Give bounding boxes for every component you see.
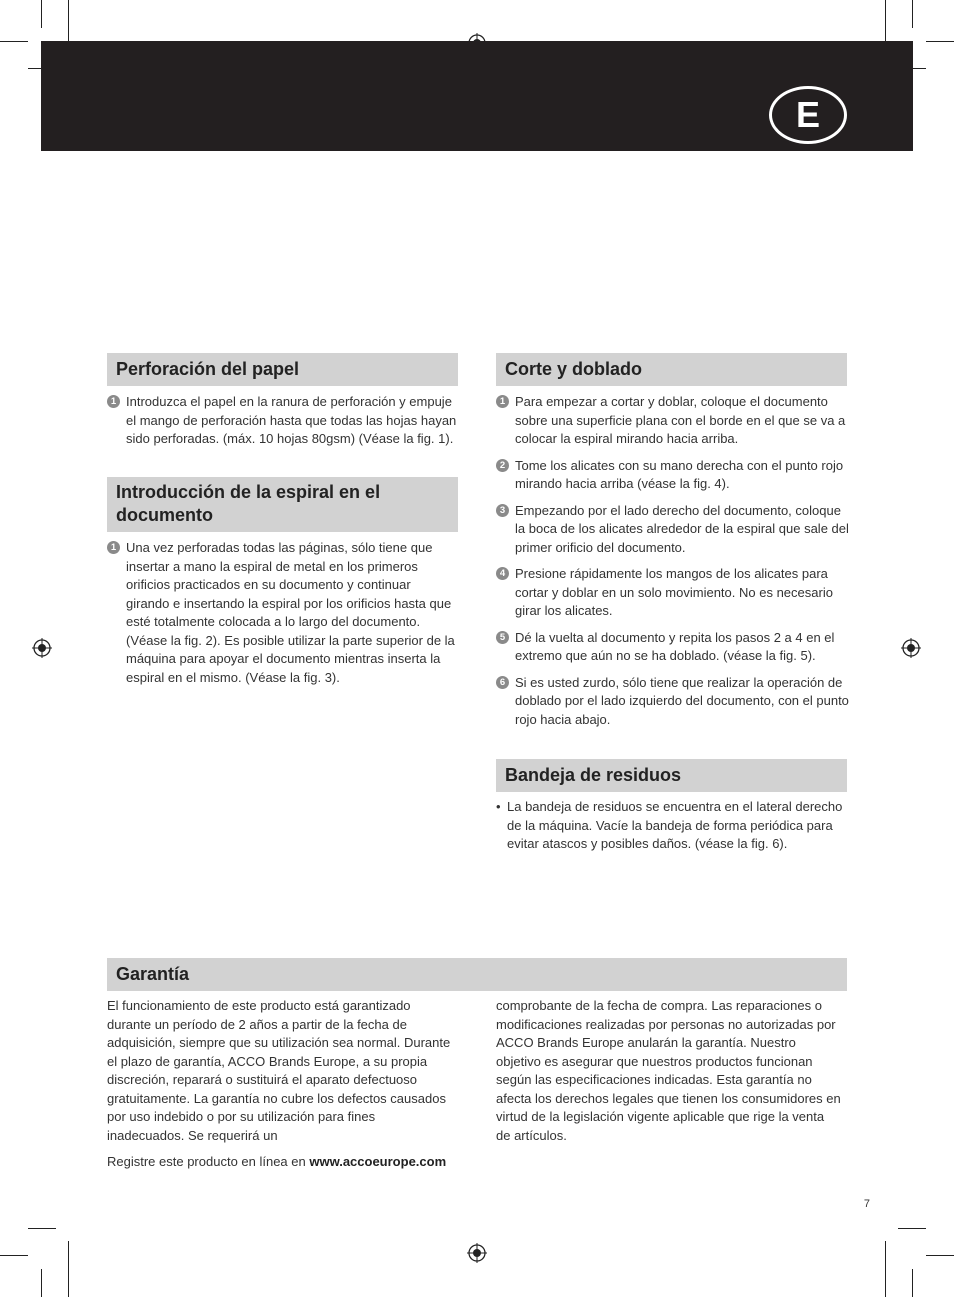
step-text: Para empezar a cortar y doblar, coloque el documento sobre una superficie plana con el borde en el que se va a colocar la espiral mirando hacia arriba.: [515, 394, 846, 446]
section-title-garantia: Garantía: [107, 958, 847, 991]
language-badge: E: [769, 86, 847, 144]
step-text: Si es usted zurdo, sólo tiene que realizar la operación de doblado por el lado izquierdo del documento, con el punto rojo hacia abajo.: [515, 674, 849, 727]
crop-mark: [41, 1269, 42, 1297]
step-number-badge: 3: [496, 504, 509, 517]
step-text: Dé la vuelta al documento y repita los pasos 2 a 4 en el extremo que aún no se ha doblado. (véase la fig. 5).: [515, 629, 835, 663]
crop-mark: [926, 41, 954, 42]
step-number-badge: 5: [496, 631, 509, 644]
registration-mark-icon: [32, 638, 52, 658]
crop-mark: [41, 0, 42, 28]
section-title-perforacion: Perforación del papel: [107, 353, 458, 386]
section-title-line: Introducción de la espiral en el: [116, 482, 381, 502]
register-link[interactable]: www.accoeurope.com: [309, 1154, 447, 1169]
bandeja-list: [496, 798, 849, 862]
list-item: [496, 798, 849, 854]
garantia-column-1: [107, 997, 452, 1172]
registration-mark-icon: [901, 638, 921, 658]
section-title-line: documento: [116, 505, 213, 525]
list-item: [107, 393, 462, 449]
list-item: [496, 674, 849, 730]
introduccion-list: [107, 539, 455, 695]
list-item: [496, 502, 849, 558]
crop-mark: [28, 1228, 56, 1229]
step-number-badge: 1: [496, 395, 509, 408]
register-line: [107, 1153, 452, 1172]
step-text: Empezando por el lado derecho del documento, coloque la boca de los alicates alrededor de la espiral que sale del primer orificio del documento.: [515, 502, 849, 555]
list-item: [496, 457, 849, 494]
garantia-text: comprobante de la fecha de compra. Las reparaciones o modificaciones realizadas por personas no autorizadas por ACCO Brands Europe anularán la garantía. Nuestro objetivo es asegurar que nuestros productos funcionan según las especificaciones indicadas. Esta garantía no afecta los derechos legales que tienen los consumidores en virtud de la legislación vigente aplicable que rige la venta de artículos.: [496, 998, 841, 1143]
step-text: Tome los alicates con su mano derecha con el punto rojo mirando hacia arriba (véase la fig. 4).: [515, 457, 844, 491]
step-number-badge: 1: [107, 541, 120, 554]
crop-mark: [0, 1255, 28, 1256]
crop-mark: [0, 41, 28, 42]
list-item: [107, 539, 455, 687]
step-number-badge: 2: [496, 459, 509, 472]
section-title-bandeja: Bandeja de residuos: [496, 759, 847, 792]
crop-mark: [898, 1228, 926, 1229]
garantia-text: El funcionamiento de este producto está garantizado durante un período de 2 años a partir de la fecha de adquisición, siempre que su utilización sea normal. Durante el plazo de garantía, ACCO Brands Europe, a su propia discreción, reparará o sustituirá el aparato defectuoso gratuitamente. La garantía no cubre los defectos causados por uso indebido o por su utilización para fines inadecuados. Se requerirá un: [107, 998, 451, 1143]
step-number-badge: 1: [107, 395, 120, 408]
corte-list: [496, 393, 849, 737]
list-item: [496, 565, 849, 621]
section-title-introduccion: [107, 477, 458, 532]
crop-mark: [912, 0, 913, 28]
bullet-icon: •: [496, 799, 501, 814]
step-number-badge: 4: [496, 567, 509, 580]
crop-mark: [885, 1241, 886, 1297]
crop-mark: [68, 1241, 69, 1297]
step-text: Presione rápidamente los mangos de los alicates para cortar y doblar en un solo movimiento. No es necesario girar los alicates.: [515, 566, 833, 618]
step-text: Introduzca el papel en la ranura de perforación y empuje el mango de perforación hasta que todas las hojas hayan sido perforadas. (máx. 10 hojas 80gsm) (Véase la fig. 1).: [126, 394, 457, 446]
list-item: [496, 393, 849, 449]
step-text: Una vez perforadas todas las páginas, sólo tiene que insertar a mano la espiral de metal en los primeros orificios practicados en su documento y continuar girando e insertando la espiral por los orificios hasta que esté totalmente colocada a lo largo del documento. (Véase la fig. 2). Es posible utilizar la parte superior de la máquina para apoyar el documento mientras inserta la espiral en el mismo. (Véase la fig. 3).: [126, 540, 455, 685]
registration-mark-icon: [467, 1243, 487, 1263]
step-number-badge: 6: [496, 676, 509, 689]
list-item: [496, 629, 849, 666]
register-text: Registre este producto en línea en: [107, 1154, 310, 1169]
section-title-corte: Corte y doblado: [496, 353, 847, 386]
garantia-column-2: [496, 997, 841, 1145]
crop-mark: [926, 1255, 954, 1256]
perforacion-list: [107, 393, 462, 457]
bullet-text: La bandeja de residuos se encuentra en el lateral derecho de la máquina. Vacíe la bandeja de forma periódica para evitar atascos y posibles daños. (véase la fig. 6).: [507, 799, 843, 851]
page-number: 7: [863, 1198, 870, 1210]
crop-mark: [912, 1269, 913, 1297]
